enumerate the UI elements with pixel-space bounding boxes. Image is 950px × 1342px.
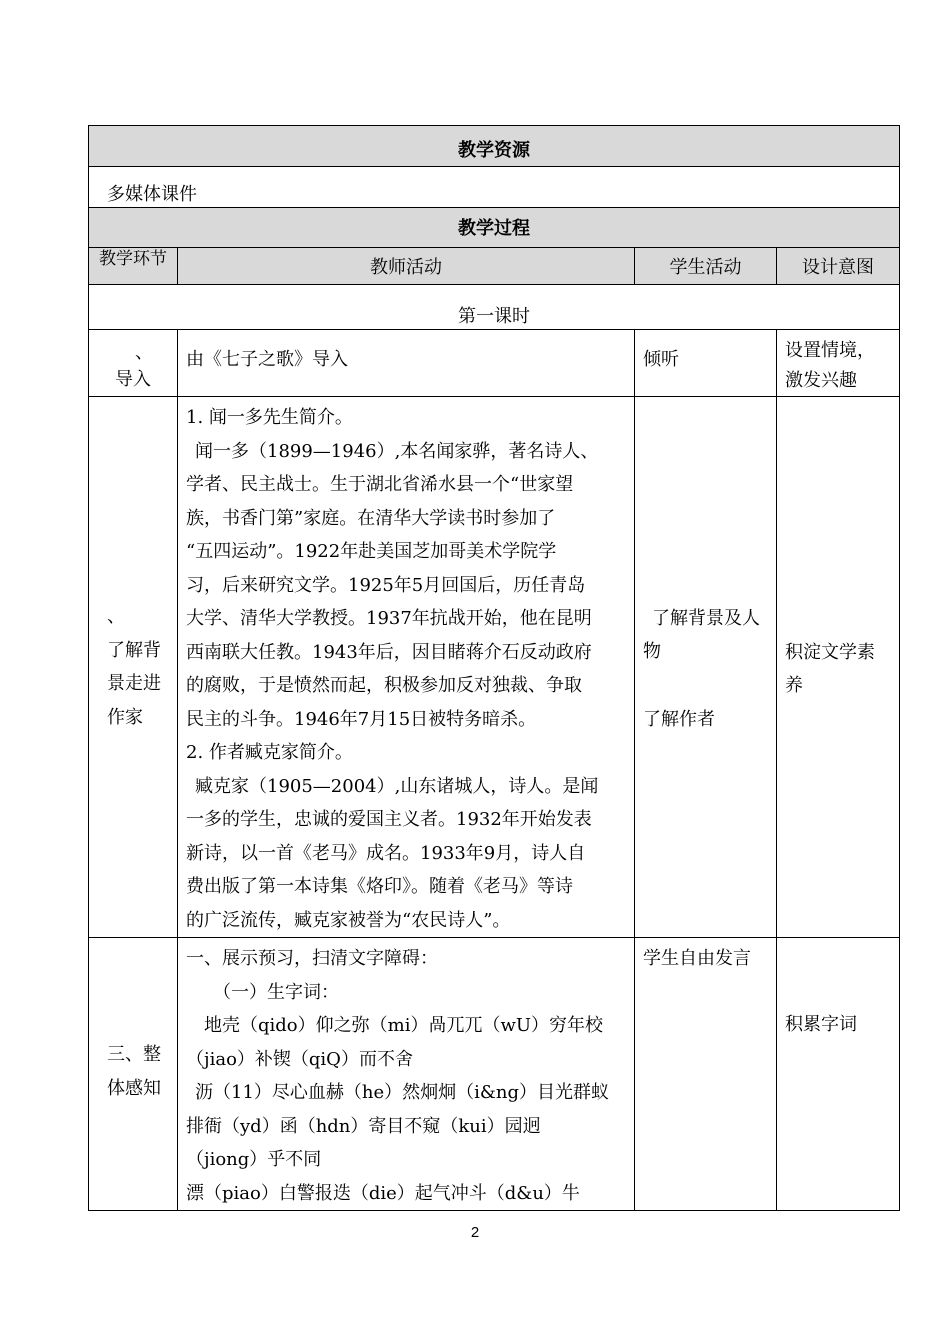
design-intent-cell: 积累字词 xyxy=(777,938,900,1211)
column-header-teacher: 教师活动 xyxy=(178,248,635,285)
resources-header xyxy=(89,126,900,167)
resources-content: 多媒体课件 xyxy=(107,184,197,205)
table-row xyxy=(89,330,900,397)
teacher-activity-cell: 由《七子之歌》导入 xyxy=(178,330,635,397)
column-header-intent: 设计意图 xyxy=(777,248,900,285)
session-cell xyxy=(89,285,900,330)
column-header-student: 学生活动 xyxy=(635,248,777,285)
stage-cell: 、 了解背 景走进 作家 xyxy=(89,397,178,938)
table-row xyxy=(89,938,900,1211)
column-header-stage: 教学环节 xyxy=(89,248,178,285)
student-activity-cell: 学生自由发言 xyxy=(635,938,777,1211)
lesson-plan-table xyxy=(88,125,900,1211)
teacher-activity-cell: 1. 闻一多先生简介。 闻一多（1899—1946）,本名闻家骅，著名诗人、 学者、民主战士。生于湖北省浠水县一个“世家望 族，书香门第”家庭。在清华大学读书时参加了 “五四运动”。1922年赴美国芝加哥美术学院学 习，后来研究文学。1925年5月回国后，历任青岛 大学、清华大学教授。1937年抗战开始，他在昆明 西南联大任教。1943年后，因目睹蒋介石反动政府 的腐败，于是愤然而起，积极参加反对独裁、争取 民主的斗争。1946年7月15日被特务暗杀。 2. 作者臧克家简介。 臧克家（1905—2004）,山东诸城人，诗人。是闻 一多的学生，忠诚的爱国主义者。1932年开始发表 新诗，以一首《老马》成名。1933年9月，诗人自 费出版了第一本诗集《烙印》。随着《老马》等诗 的广泛流传，臧克家被誉为“农民诗人”。 xyxy=(178,397,635,938)
process-header xyxy=(89,208,900,248)
page-number: 2 xyxy=(470,1224,480,1241)
session-label: 第一课时 xyxy=(458,306,530,327)
resources-content-cell xyxy=(89,167,900,208)
student-activity-cell: 倾听 xyxy=(635,330,777,397)
resources-title: 教学资源 xyxy=(458,140,530,161)
column-header-row xyxy=(89,248,900,285)
student-activity-cell: 了解背景及人 物 了解作者 xyxy=(635,397,777,938)
teacher-activity-cell: 一、展示预习，扫清文字障碍： （一）生字词： 地壳（qido）仰之弥（mi）咼兀兀（wU）穷年校 （jiao）补锲（qiQ）而不舍 沥（11）尽心血赫（he）然炯炯（i&ng）目光群蚁 排衙（yd）函（hdn）寄目不窥（kui）园迥 （jiong）乎不同 漂（piao）白警报迭（die）起气冲斗（d&u）牛 xyxy=(178,938,635,1211)
process-title: 教学过程 xyxy=(458,218,530,239)
design-intent-cell: 积淀文学素 养 xyxy=(777,397,900,938)
stage-cell: 、 导入 xyxy=(89,330,178,397)
stage-cell: 三、整 体感知 xyxy=(89,938,178,1211)
design-intent-cell: 设置情境， 激发兴趣 xyxy=(777,330,900,397)
table-row xyxy=(89,397,900,938)
